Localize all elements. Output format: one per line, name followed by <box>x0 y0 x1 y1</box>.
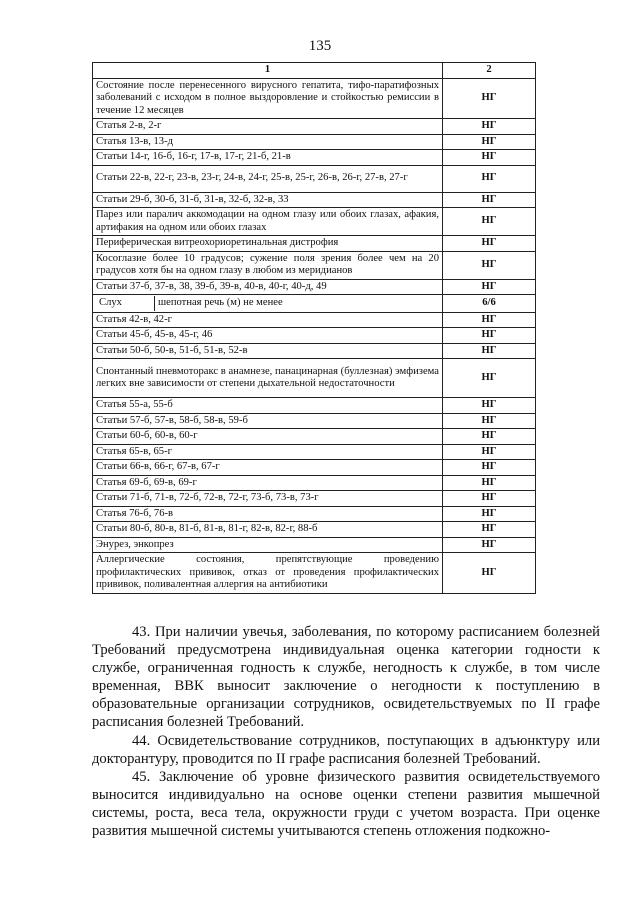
category-cell: НГ <box>443 119 536 135</box>
table-row <box>93 236 536 252</box>
table-row <box>93 522 536 538</box>
category-cell: НГ <box>443 343 536 359</box>
category-cell: НГ <box>443 522 536 538</box>
hearing-label: Слух <box>96 296 155 311</box>
paragraph-44: 44. Освидетельствование сотрудников, поступающих в адъюнктуру или докторантуру, проводится по II графе расписания болезней Требований. <box>92 732 600 767</box>
table-row <box>93 413 536 429</box>
category-cell: НГ <box>443 312 536 328</box>
table-row <box>93 150 536 166</box>
category-cell: НГ <box>443 398 536 414</box>
condition-cell: Статьи 29-б, 30-б, 31-б, 31-в, 32-б, 32-в, 33 <box>93 192 443 208</box>
condition-cell: Статьи 37-б, 37-в, 38, 39-б, 39-в, 40-в, 40-г, 40-д, 49 <box>93 279 443 295</box>
category-cell: НГ <box>443 279 536 295</box>
table-row <box>93 312 536 328</box>
table-row <box>93 429 536 445</box>
condition-cell: Статья 76-б, 76-в <box>93 506 443 522</box>
category-cell: НГ <box>443 192 536 208</box>
category-cell: НГ <box>443 460 536 476</box>
table-row <box>93 343 536 359</box>
table-row <box>93 359 536 398</box>
page-number: 135 <box>308 38 332 54</box>
paragraph-45: 45. Заключение об уровне физического развития освидетельствуемого выносится индивидуально на основе оценки степени развития мышечной системы, роста, веса тела, окружности груди с учетом возраста. При оценке развития мышечной системы учитываются степень отложения подкожно- <box>92 768 600 840</box>
category-cell: НГ <box>443 134 536 150</box>
table-row <box>93 537 536 553</box>
category-cell: НГ <box>443 429 536 445</box>
category-cell: НГ <box>443 165 536 192</box>
condition-cell: Статьи 60-б, 60-в, 60-г <box>93 429 443 445</box>
category-cell: НГ <box>443 236 536 252</box>
category-cell: НГ <box>443 150 536 166</box>
category-cell: НГ <box>443 491 536 507</box>
hearing-criterion: шепотная речь (м) не менее <box>158 297 283 308</box>
category-cell: НГ <box>443 359 536 398</box>
condition-cell: Состояние после перенесенного вирусного гепатита, тифо-паратифозных заболеваний с исходом в полное выздоровление и стойкостью ремиссии в течение 12 месяцев <box>93 78 443 119</box>
category-cell: НГ <box>443 78 536 119</box>
table-row <box>93 119 536 135</box>
column-header-2: 2 <box>443 63 536 79</box>
condition-cell: Статья 55-а, 55-б <box>93 398 443 414</box>
body-text <box>92 623 600 840</box>
table-row <box>93 295 536 313</box>
condition-cell: Энурез, энкопрез <box>93 537 443 553</box>
category-cell: НГ <box>443 413 536 429</box>
condition-cell: Аллергические состояния, препятствующие проведению профилактических прививок, отказ от проведения профилактических прививок, поливалентная аллергия на антибиотики <box>93 553 443 594</box>
category-cell: НГ <box>443 251 536 279</box>
table-row <box>93 208 536 236</box>
condition-cell: Статья 69-б, 69-в, 69-г <box>93 475 443 491</box>
table-row <box>93 165 536 192</box>
category-cell: НГ <box>443 475 536 491</box>
table-row <box>93 251 536 279</box>
condition-cell: Статья 65-в, 65-г <box>93 444 443 460</box>
condition-cell: Статьи 45-б, 45-в, 45-г, 46 <box>93 328 443 344</box>
condition-cell: Статьи 80-б, 80-в, 81-б, 81-в, 81-г, 82-в, 82-г, 88-б <box>93 522 443 538</box>
table-row <box>93 444 536 460</box>
condition-cell: Статья 2-в, 2-г <box>93 119 443 135</box>
table-row <box>93 553 536 594</box>
category-cell: НГ <box>443 208 536 236</box>
table-row <box>93 134 536 150</box>
condition-cell: Статья 42-в, 42-г <box>93 312 443 328</box>
condition-cell: Спонтанный пневмоторакс в анамнезе, панацинарная (буллезная) эмфизема легких вне зависимости от степени дыхательной недостаточности <box>93 359 443 398</box>
table-row <box>93 279 536 295</box>
table-row <box>93 328 536 344</box>
condition-cell: Статьи 57-б, 57-в, 58-б, 58-в, 59-б <box>93 413 443 429</box>
table-row <box>93 398 536 414</box>
category-cell: НГ <box>443 506 536 522</box>
table-row <box>93 192 536 208</box>
category-cell: 6/6 <box>443 295 536 313</box>
table-row <box>93 475 536 491</box>
table-row <box>93 460 536 476</box>
condition-cell: Статьи 50-б, 50-в, 51-б, 51-в, 52-в <box>93 343 443 359</box>
condition-cell: Косоглазие более 10 градусов; сужение поля зрения более чем на 20 градусов хотя бы на одном глазу в любом из меридианов <box>93 251 443 279</box>
hearing-cell <box>93 295 443 313</box>
requirements-table <box>92 62 536 594</box>
condition-cell: Статьи 14-г, 16-б, 16-г, 17-в, 17-г, 21-б, 21-в <box>93 150 443 166</box>
condition-cell: Статьи 71-б, 71-в, 72-б, 72-в, 72-г, 73-б, 73-в, 73-г <box>93 491 443 507</box>
category-cell: НГ <box>443 553 536 594</box>
table-row <box>93 78 536 119</box>
category-cell: НГ <box>443 444 536 460</box>
category-cell: НГ <box>443 537 536 553</box>
paragraph-43: 43. При наличии увечья, заболевания, по которому расписанием болезней Требований предусмотрена индивидуальная оценка категории годности к службе, ограниченная годность к службе, негодность к службе, в том числе временная, ВВК выносит заключение о негодности к поступлению в образовательные организации сотрудников, освидетельствуемых по II графе расписания болезней Требований. <box>92 624 600 731</box>
table-row <box>93 491 536 507</box>
condition-cell: Парез или паралич аккомодации на одном глазу или обоих глазах, афакия, артифакия на одном или обоих глазах <box>93 208 443 236</box>
condition-cell: Статьи 66-в, 66-г, 67-в, 67-г <box>93 460 443 476</box>
condition-cell: Периферическая витреохориоретинальная дистрофия <box>93 236 443 252</box>
table-row <box>93 506 536 522</box>
table-header-row <box>93 63 536 79</box>
condition-cell: Статьи 22-в, 22-г, 23-в, 23-г, 24-в, 24-г, 25-в, 25-г, 26-в, 26-г, 27-в, 27-г <box>93 165 443 192</box>
column-header-1: 1 <box>93 63 443 79</box>
category-cell: НГ <box>443 328 536 344</box>
condition-cell: Статья 13-в, 13-д <box>93 134 443 150</box>
